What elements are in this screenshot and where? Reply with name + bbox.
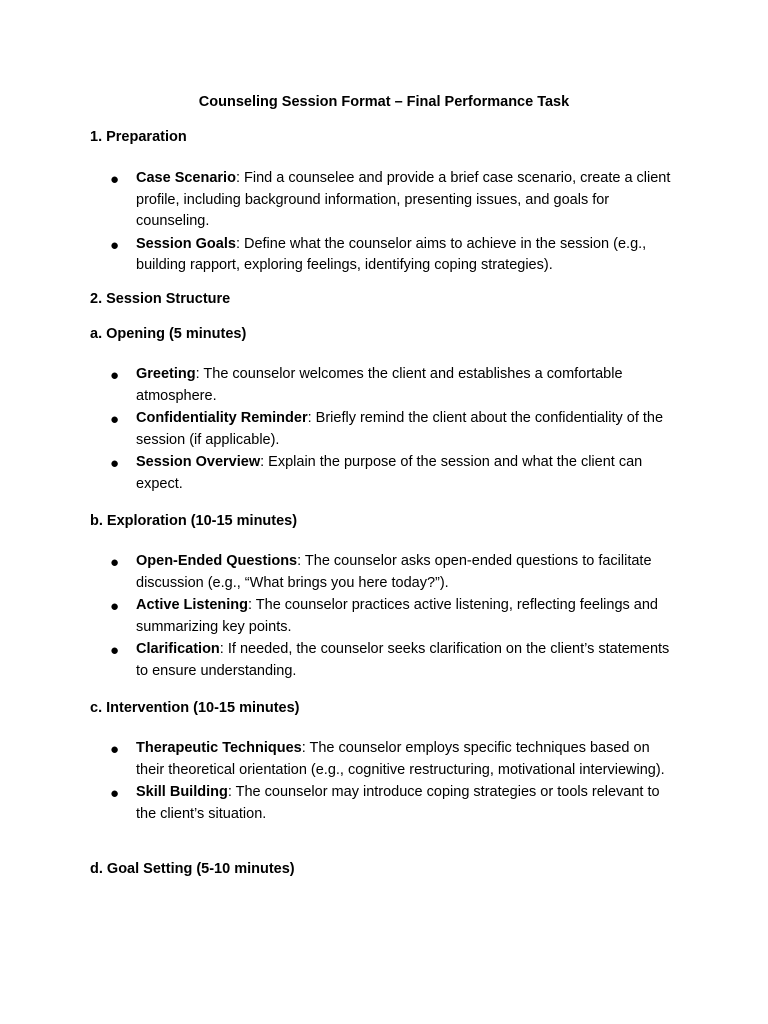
item-text: : The counselor asks open-ended questions to facilitate discussion (e.g., “What brings you here today?”). xyxy=(136,553,652,591)
item-text: : The counselor welcomes the client and establishes a comfortable atmosphere. xyxy=(136,366,623,404)
heading-preparation: 1. Preparation xyxy=(90,129,187,145)
bullet-icon: ● xyxy=(110,785,120,802)
bullet-icon: ● xyxy=(110,411,120,428)
heading-opening: a. Opening (5 minutes) xyxy=(90,326,247,342)
item-term: Session Overview xyxy=(136,454,261,470)
item-term: Active Listening xyxy=(136,597,248,613)
item-term: Session Goals xyxy=(136,235,236,252)
opening-list xyxy=(110,364,680,496)
list-item xyxy=(110,408,680,451)
item-term: Confidentiality Reminder xyxy=(136,410,308,426)
intervention-list xyxy=(110,738,680,826)
exploration-list xyxy=(110,551,680,683)
bullet-icon: ● xyxy=(110,741,120,758)
heading-session-structure: 2. Session Structure xyxy=(90,291,231,307)
item-term: Greeting xyxy=(136,366,196,382)
list-item xyxy=(110,551,680,594)
bullet-icon: ● xyxy=(110,642,120,659)
item-text: : Define what the counselor aims to achieve in the session (e.g., building rapport, exploring feelings, identifying coping strategies). xyxy=(136,235,647,273)
item-term: Open-Ended Questions xyxy=(136,553,298,569)
heading-exploration: b. Exploration (10-15 minutes) xyxy=(90,513,298,529)
item-text: : If needed, the counselor seeks clarification on the client’s statements to ensure understanding. xyxy=(136,641,670,679)
bullet-icon: ● xyxy=(110,171,120,188)
item-term: Skill Building xyxy=(136,784,228,800)
document-title: Counseling Session Format – Final Performance Task xyxy=(198,94,570,110)
item-text: : Briefly remind the client about the confidentiality of the session (if applicable). xyxy=(136,410,664,448)
item-text: : Explain the purpose of the session and what the client can expect. xyxy=(136,454,643,492)
heading-intervention: c. Intervention (10-15 minutes) xyxy=(90,700,300,716)
preparation-list xyxy=(110,168,680,278)
bullet-icon: ● xyxy=(110,236,120,254)
list-item xyxy=(110,782,680,825)
bullet-icon: ● xyxy=(110,554,120,571)
list-item xyxy=(110,234,680,277)
item-term: Case Scenario xyxy=(136,170,236,186)
item-term: Clarification xyxy=(136,641,220,657)
list-item xyxy=(110,452,680,495)
bullet-icon: ● xyxy=(110,598,120,615)
list-item xyxy=(110,738,680,781)
item-text: : The counselor may introduce coping strategies or tools relevant to the client’s situation. xyxy=(136,784,660,822)
list-item xyxy=(110,639,680,682)
list-item xyxy=(110,168,680,233)
item-text: : Find a counselee and provide a brief case scenario, create a client profile, including background information, presenting issues, and goals for counseling. xyxy=(136,170,671,229)
bullet-icon: ● xyxy=(110,367,120,384)
list-item xyxy=(110,364,680,407)
item-text: : The counselor practices active listening, reflecting feelings and summarizing key points. xyxy=(136,597,658,635)
list-item xyxy=(110,595,680,638)
heading-goal-setting: d. Goal Setting (5-10 minutes) xyxy=(90,861,295,877)
item-text: : The counselor employs specific techniques based on their theoretical orientation (e.g., cognitive restructuring, motivational interviewing). xyxy=(136,740,665,778)
item-term: Therapeutic Techniques xyxy=(136,740,302,756)
bullet-icon: ● xyxy=(110,455,120,472)
